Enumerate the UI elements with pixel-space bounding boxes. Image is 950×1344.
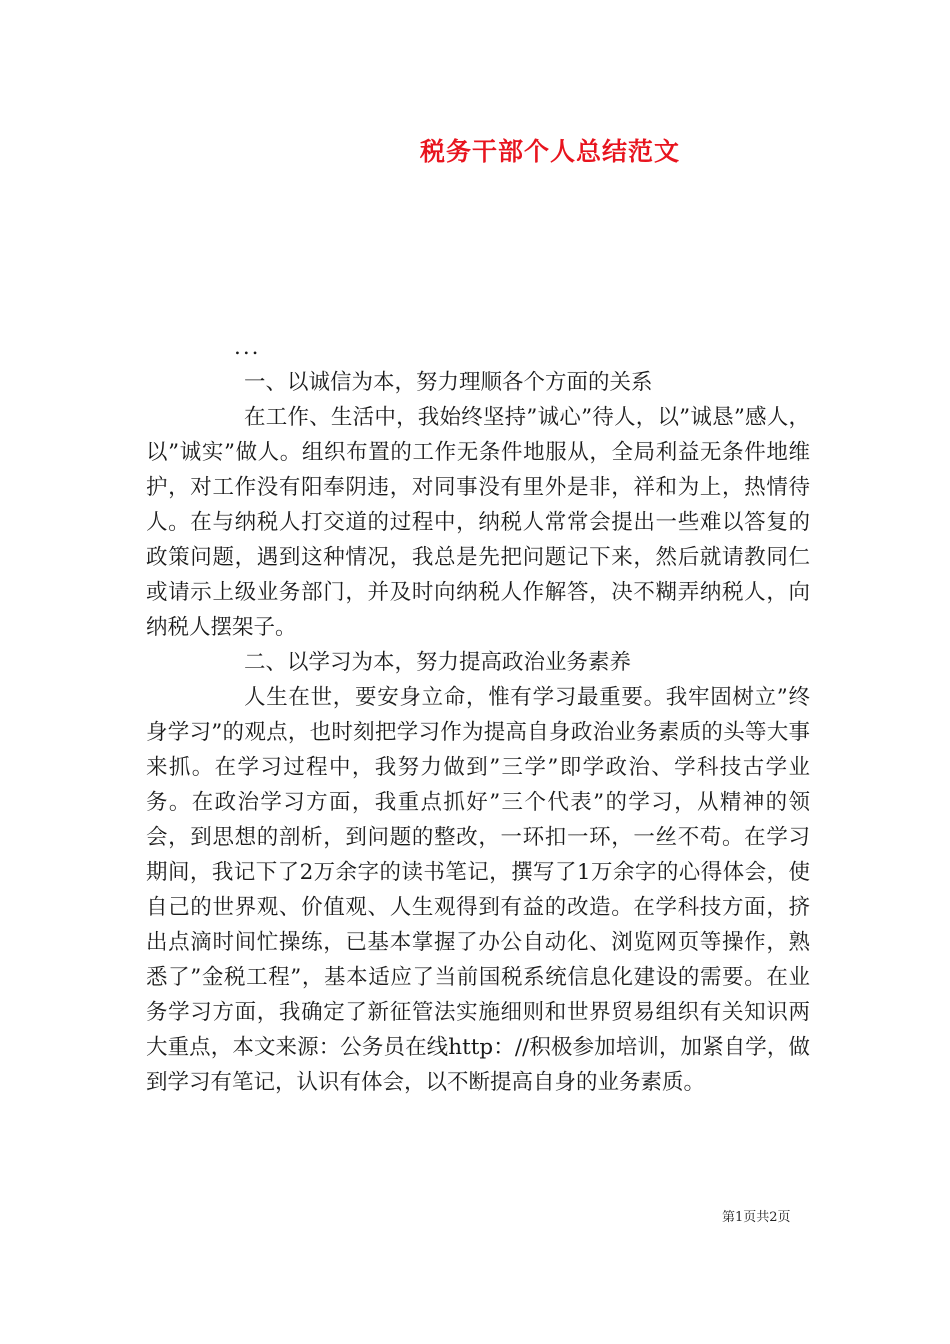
page-footer: 第1页共2页 (722, 1210, 791, 1225)
section-2-paragraph: 人生在世，要安身立命，惟有学习最重要。我牢固树立”终身学习”的观点，也时刻把学习作为提高自身政治业务素质的头等大事来抓。在学习过程中，我努力做到”三学”即学政治、学科技古学业务。在政治学习方面，我重点抓好”三个代表”的学习，从精神的领会，到思想的剖析，到问题的整改，一环扣一环，一丝不苟。在学习期间，我记下了2万余字的读书笔记，撰写了1万余字的心得体会，使自己的世界观、价值观、人生观得到有益的改造。在学科技方面，挤出点滴时间忙操练，已基本掌握了办公自动化、浏览网页等操作，熟悉了”金税工程”，基本适应了当前国税系统信息化建设的需要。在业务学习方面，我确定了新征管法实施细则和世界贸易组织有关知识两大重点，本文来源：公务员在线http：//积极参加培训，加紧自学，做到学习有笔记，认识有体会，以不断提高自身的业务素质。 (146, 685, 810, 1095)
section-1-heading: 一、以诚信为本，努力理顺各个方面的关系 (244, 370, 653, 395)
document-body (146, 330, 810, 1100)
document-title: 税务干部个人总结范文 (419, 137, 680, 166)
ellipsis-marker: ... (234, 335, 261, 360)
section-2-heading: 二、以学习为本，努力提高政治业务素养 (244, 650, 632, 675)
section-1-paragraph: 在工作、生活中，我始终坚持”诚心”待人，以”诚恳”感人，以”诚实”做人。组织布置的工作无条件地服从，全局利益无条件地维护，对工作没有阳奉阴违，对同事没有里外是非，祥和为上，热情待人。在与纳税人打交道的过程中，纳税人常常会提出一些难以答复的政策问题，遇到这种情况，我总是先把问题记下来，然后就请教同仁或请示上级业务部门，并及时向纳税人作解答，决不糊弄纳税人，向纳税人摆架子。 (146, 405, 810, 640)
